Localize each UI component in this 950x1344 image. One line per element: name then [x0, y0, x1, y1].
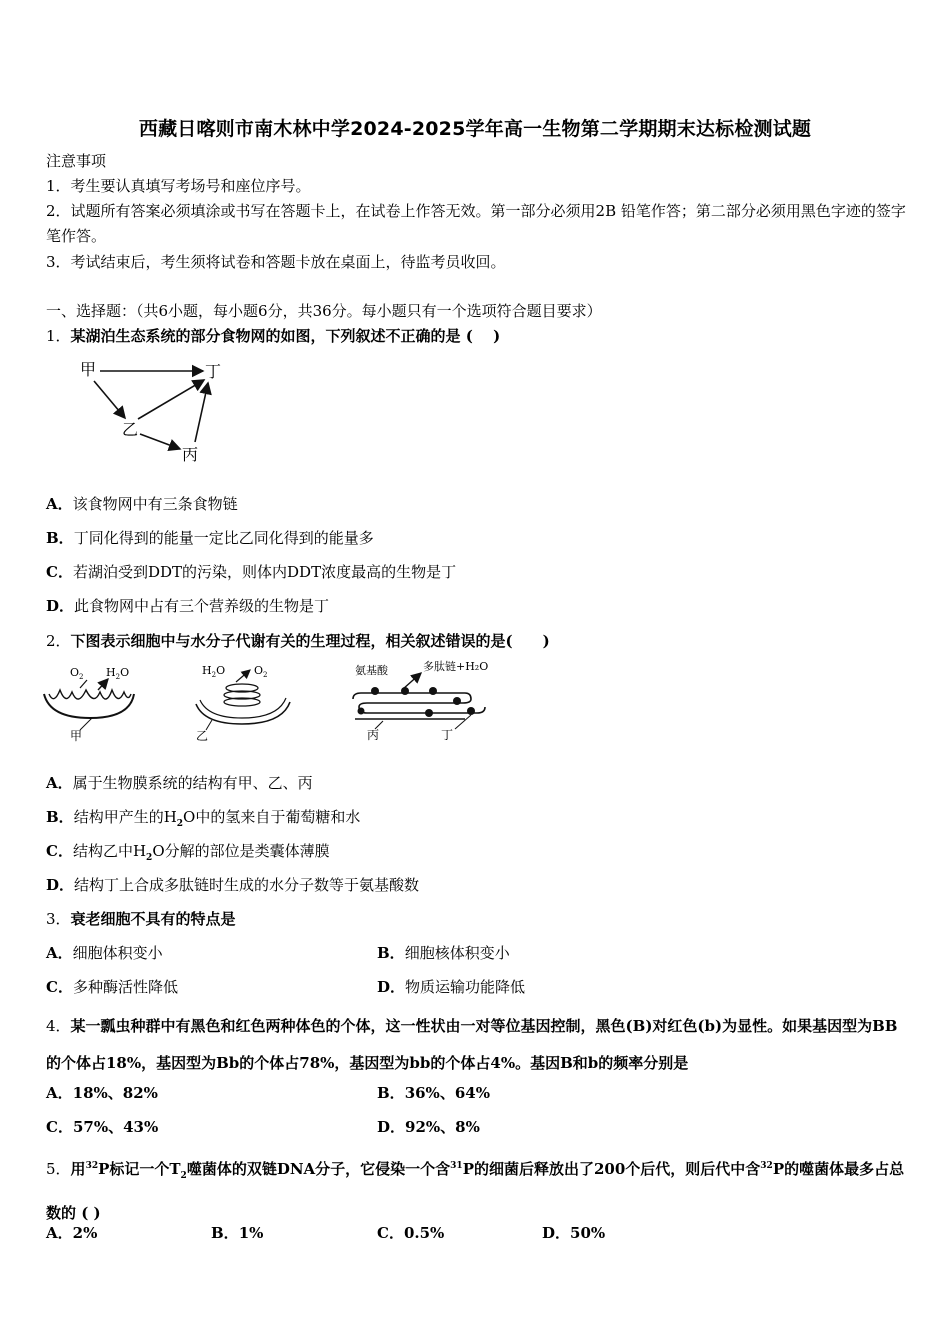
notice-heading: 注意事项 [46, 152, 107, 170]
q2-figure-jia [40, 660, 140, 742]
label-jia: 甲 [70, 729, 83, 742]
q2-option-d[interactable]: D．结构丁上合成多肽链时生成的水分子数等于氨基酸数 [46, 876, 420, 894]
q4-option-a[interactable]: A．18%、82% [46, 1084, 158, 1102]
q4-number: 4． [46, 1017, 71, 1035]
q3-number: 3． [46, 910, 71, 928]
q4-option-c[interactable]: C．57%、43% [46, 1118, 159, 1136]
q4-text: 某一瓢虫种群中有黑色和红色两种体色的个体，这一性状由一对等位基因控制，黑色(B)对红色(b)为显性。如果基因型为BB的个体占18%，基因型为Bb的个体占78%，基因型为bb的个体占4%。基因B和b的频率分别是 [46, 1017, 898, 1072]
q5-option-d[interactable]: D．50% [542, 1224, 606, 1242]
q3-stem [46, 908, 236, 930]
notice-item-2: 2．试题所有答案必须填涂或书写在答题卡上，在试卷上作答无效。第一部分必须用2B 铅笔作答；第二部分必须用黑色字迹的签字笔作答。 [46, 202, 906, 245]
node-jia: 甲 [80, 360, 97, 379]
q1-option-a[interactable]: A．该食物网中有三条食物链 [46, 495, 238, 513]
page-title: 西藏日喀则市南木林中学2024-2025学年高一生物第二学期期末达标检测试题 [138, 118, 812, 140]
label-ding: 丁 [441, 728, 454, 742]
q1-option-d[interactable]: D．此食物网中占有三个营养级的生物是丁 [46, 597, 330, 615]
q2-option-c[interactable]: C．结构乙中$H_2O$分解的部位是类囊体薄膜 [46, 842, 330, 863]
q2-number: 2． [46, 632, 71, 650]
q5-number: 5． [46, 1160, 71, 1178]
section-heading: 一、选择题：（共6小题，每小题6分，共36分。每小题只有一个选项符合题目要求） [46, 302, 602, 320]
q1-text: 某湖泊生态系统的部分食物网的如图，下列叙述不正确的是 ( ) [70, 327, 501, 345]
q5-stem: 5．用$^{32}$P标记一个$T_2$噬菌体的双链DNA分子，它侵染一个含$^{31}$P的细菌后释放出了200个后代，则后代中含$^{32}$P的噬菌体最多占总数的 ( ) [46, 1160, 905, 1222]
arrow-yi-bing [140, 434, 180, 449]
svg-text:O2: $O_2$ [70, 666, 84, 681]
q1-food-web-diagram [70, 355, 240, 470]
q5-option-b[interactable]: B．1% [211, 1224, 264, 1242]
notice-item-3: 3．考试结束后，考生须将试卷和答题卡放在桌面上，待监考员收回。 [46, 253, 506, 271]
label-yi: 乙 [196, 729, 209, 742]
q2-stem [46, 630, 550, 652]
q5-option-a[interactable]: A．2% [46, 1224, 98, 1242]
notice-item-1: 1．考生要认真填写考场号和座位序号。 [46, 177, 311, 195]
arrow-bing-ding [195, 383, 208, 442]
q3-option-b[interactable]: B．细胞核体积变小 [377, 944, 510, 962]
label-amino-acid: 氨基酸 [355, 664, 388, 677]
arrow-jia-yi [94, 381, 125, 418]
arrow-yi-ding [138, 380, 204, 419]
svg-text:H2O: $H_2O$ [106, 666, 130, 681]
q4-option-b[interactable]: B．36%、64% [377, 1084, 490, 1102]
q2-text: 下图表示细胞中与水分子代谢有关的生理过程，相关叙述错误的是( ) [70, 632, 550, 650]
node-bing: 丙 [182, 445, 199, 464]
q3-text: 衰老细胞不具有的特点是 [70, 910, 236, 928]
q2-figure-yi [190, 660, 300, 742]
q1-option-c[interactable]: C．若湖泊受到DDT的污染，则体内DDT浓度最高的生物是丁 [46, 563, 457, 581]
q4-option-d[interactable]: D．92%、8% [377, 1118, 480, 1136]
svg-text:O2: $O_2$ [254, 664, 268, 679]
q3-option-d[interactable]: D．物质运输功能降低 [377, 978, 526, 996]
q3-option-c[interactable]: C．多种酶活性降低 [46, 978, 178, 996]
q3-option-a[interactable]: A．细胞体积变小 [46, 944, 163, 962]
q2-option-b[interactable]: B．结构甲产生的$H_2O$中的氢来自于葡萄糖和水 [46, 808, 361, 829]
node-ding: 丁 [205, 362, 222, 381]
svg-text:H2O: $H_2O$ [202, 664, 226, 679]
q5-option-c[interactable]: C．0.5% [377, 1224, 445, 1242]
q1-option-b[interactable]: B．丁同化得到的能量一定比乙同化得到的能量多 [46, 529, 374, 547]
q1-stem [46, 325, 500, 347]
q2-option-a[interactable]: A．属于生物膜系统的结构有甲、乙、丙 [46, 774, 313, 792]
label-polypeptide: 多肽链+H₂O [423, 660, 489, 673]
q1-number: 1． [46, 327, 71, 345]
label-bing: 丙 [367, 728, 380, 742]
node-yi: 乙 [122, 420, 139, 439]
q2-figure-bing-ding [345, 655, 505, 743]
q4-stem [46, 1008, 906, 1082]
